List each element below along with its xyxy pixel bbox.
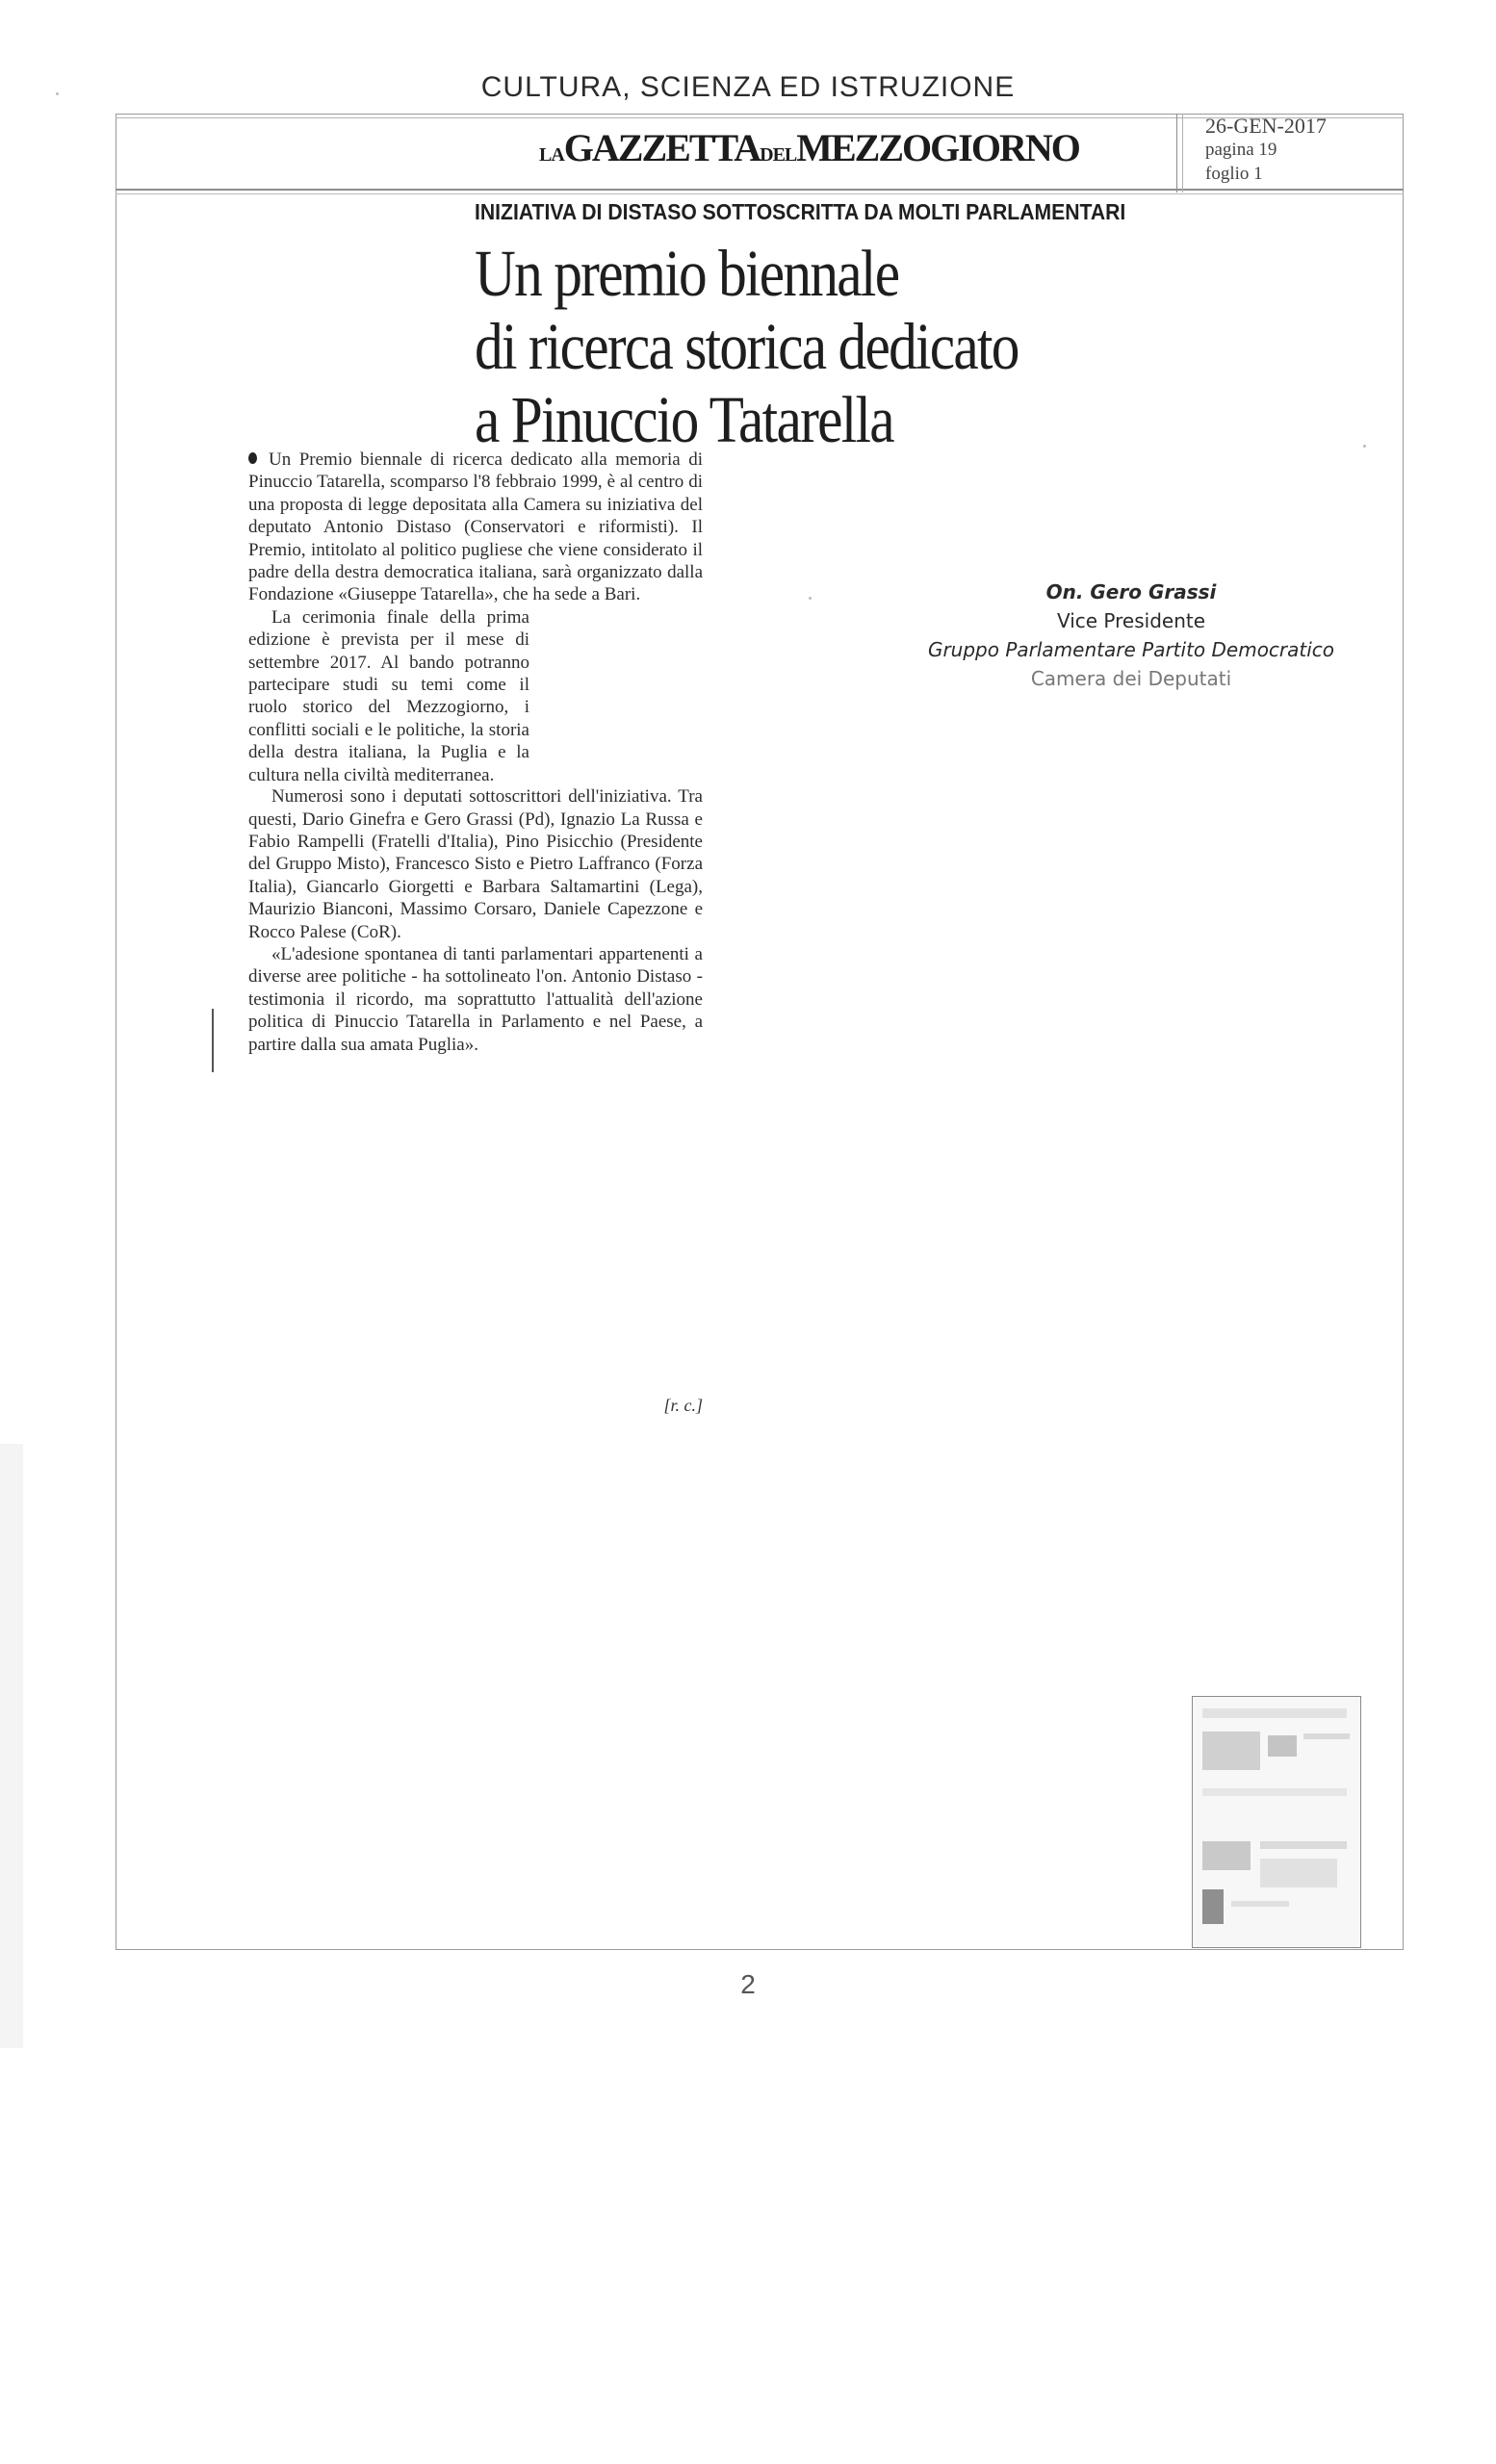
scan-speck: [1363, 445, 1366, 448]
thumb-block: [1260, 1841, 1347, 1849]
date-info: [1205, 114, 1398, 186]
thumb-block: [1202, 1889, 1224, 1924]
date-box-divider: [1176, 114, 1177, 192]
headline-line: di ricerca storica dedicato: [475, 310, 1019, 383]
scan-edge: [0, 1444, 23, 2048]
bullet-icon: [248, 452, 257, 464]
masthead-prefix: LA: [539, 144, 564, 166]
thumb-block: [1202, 1788, 1347, 1796]
thumb-block: [1260, 1859, 1337, 1887]
stamp-institution: Camera dei Deputati: [1030, 667, 1232, 690]
thumb-block: [1303, 1733, 1350, 1739]
stamp-name: On. Gero Grassi: [1045, 580, 1217, 603]
masthead-name-1: GAZZETTA: [563, 126, 761, 169]
newspaper-masthead: [539, 125, 1079, 173]
stamp-role: Vice Presidente: [1056, 609, 1206, 632]
thumb-block: [1268, 1735, 1297, 1757]
header-rule: [116, 189, 1404, 191]
masthead-name-2: MEZZOGIORNO: [796, 126, 1079, 169]
margin-mark: [212, 1009, 214, 1072]
article-paragraph: «L'adesione spontanea di tanti parlamentari appartenenti a diverse aree politiche - ha sottolineato l'on. Antonio Distaso - testimonia il ricordo, ma soprattutto l'attualità dell'azione politica di Pinuccio Tatarella in Parlamento e nel Paese, a partire dalla sua amata Puglia».: [248, 943, 703, 1055]
masthead-connector: DEL: [760, 144, 797, 166]
publication-date: 26-GEN-2017: [1205, 114, 1327, 138]
thumb-block: [1231, 1901, 1289, 1907]
headline-line: a Pinuccio Tatarella: [475, 383, 893, 456]
page-ref: pagina 19: [1205, 140, 1277, 160]
header-rule-thin: [116, 193, 1404, 194]
article-body: [248, 449, 703, 1056]
thumb-block: [1202, 1708, 1347, 1718]
thumb-block: [1202, 1841, 1251, 1870]
date-box-divider-thin: [1182, 114, 1183, 192]
stamp-group: Gruppo Parlamentare Partito Democratico: [927, 638, 1335, 661]
article-paragraph: La cerimonia finale della prima edizione è prevista per il mese di settembre 2017. Al bando potranno partecipare studi su temi come il ruolo storico del Mezzogiorno, i conflitti sociali e le politiche, la storia della destra italiana, la Puglia e la cultura nella civiltà mediterranea.: [248, 606, 529, 785]
deputy-stamp: [919, 578, 1343, 693]
page-number: 2: [740, 1969, 756, 1999]
article-headline: [475, 237, 1054, 456]
page-thumbnail: [1192, 1696, 1361, 1948]
article-paragraph: Un Premio biennale di ricerca dedicato alla memoria di Pinuccio Tatarella, scomparso l'8 febbraio 1999, è al centro di una proposta di legge depositata alla Camera su iniziativa del deputato Antonio Distaso (Conservatori e riformisti). Il Premio, intitolato al politico pugliese che viene considerato il padre della destra democratica italiana, sarà organizzato dalla Fondazione «Giuseppe Tatarella», che ha sede a Bari.: [248, 449, 703, 605]
headline-line: Un premio biennale: [475, 237, 899, 310]
article-signature: [r. c.]: [663, 1396, 703, 1415]
article-kicker: INIZIATIVA DI DISTASO SOTTOSCRITTA DA MOLTI PARLAMENTARI: [475, 199, 1126, 224]
scan-speck: [56, 92, 59, 95]
sheet-ref: foglio 1: [1205, 164, 1263, 184]
thumb-block: [1202, 1732, 1260, 1770]
article-paragraph: Numerosi sono i deputati sottoscrittori dell'iniziativa. Tra questi, Dario Ginefra e Gero Grassi (Pd), Ignazio La Russa e Fabio Rampelli (Fratelli d'Italia), Pino Pisicchio (Presidente del Gruppo Misto), Francesco Sisto e Pietro Laffranco (Forza Italia), Giancarlo Giorgetti e Barbara Saltamartini (Lega), Maurizio Bianconi, Massimo Corsaro, Daniele Capezzone e Rocco Palese (CoR).: [248, 786, 703, 942]
scan-speck: [809, 597, 812, 600]
blank-margin: [0, 2048, 1496, 2464]
section-title: CULTURA, SCIENZA ED ISTRUZIONE: [480, 71, 1016, 103]
